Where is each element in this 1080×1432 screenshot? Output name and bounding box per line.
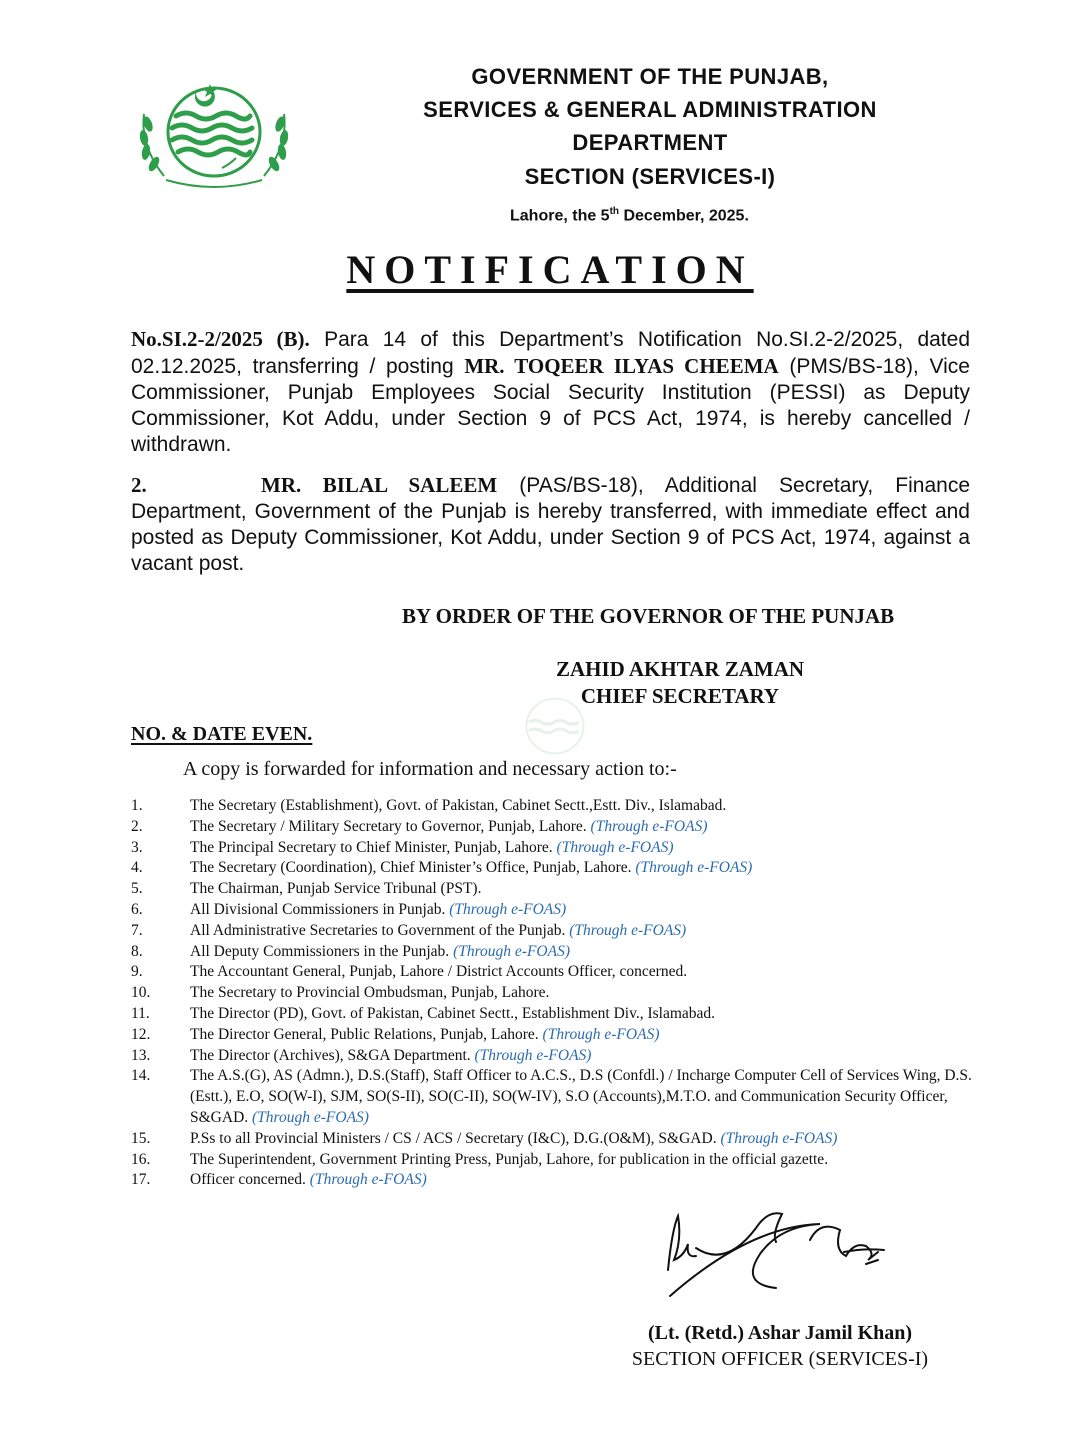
- efoas-note: (Through e-FOAS): [590, 817, 708, 835]
- paragraph-number: 2.: [131, 473, 147, 497]
- list-item-number: 5.: [131, 880, 143, 898]
- list-item: [131, 942, 986, 963]
- list-item: [131, 1170, 986, 1191]
- list-item-number: 2.: [131, 817, 143, 835]
- list-item: [131, 1046, 986, 1067]
- list-item-number: 1.: [131, 797, 143, 814]
- efoas-note: (Through e-FOAS): [556, 838, 674, 856]
- officer-name-cancelled: MR. TOQEER ILYAS CHEEMA: [464, 354, 779, 378]
- list-item-text: The Principal Secretary to Chief Minister, Punjab, Lahore. (Through e-FOAS): [190, 838, 674, 856]
- list-item-text: The Secretary / Military Secretary to Governor, Punjab, Lahore. (Through e-FOAS): [190, 817, 708, 835]
- list-item-text: The A.S.(G), AS (Admn.), D.S.(Staff), Staff Officer to A.C.S., D.S (Confdl.) / Incharge Computer Cell of Services Wing, D.S.(Estt.), E.O, SO(W-I), SJM, SO(S-II), SO(C-II), SO(W-IV), S.O (Accounts),M.T.O. and Communication Security Officer, S&GAD. (Through e-FOAS): [190, 1067, 972, 1126]
- list-item-number: 10.: [131, 984, 151, 1002]
- list-item-text: The Director General, Public Relations, Punjab, Lahore. (Through e-FOAS): [190, 1025, 660, 1043]
- list-item-text: The Accountant General, Punjab, Lahore / District Accounts Officer, concerned.: [190, 963, 688, 981]
- list-item: [131, 1025, 986, 1046]
- list-item-text: The Secretary to Provincial Ombudsman, Punjab, Lahore.: [190, 984, 550, 1002]
- list-item-number: 6.: [131, 900, 143, 918]
- list-item: [131, 796, 986, 817]
- list-item: [131, 900, 986, 921]
- list-item-text: The Secretary (Coordination), Chief Minister’s Office, Punjab, Lahore. (Through e-FOAS): [190, 859, 753, 877]
- list-item-text: All Divisional Commissioners in Punjab. (Through e-FOAS): [190, 900, 567, 918]
- list-item-number: 13.: [131, 1046, 151, 1064]
- efoas-note: (Through e-FOAS): [569, 921, 687, 939]
- list-item-text: Officer concerned. (Through e-FOAS): [190, 1171, 427, 1189]
- list-item: [131, 983, 986, 1004]
- list-item: [131, 921, 986, 942]
- header-section: SECTION (SERVICES-I): [524, 164, 776, 189]
- logo-watermark: [500, 690, 610, 762]
- efoas-note: (Through e-FOAS): [309, 1171, 427, 1189]
- header-department-line2: DEPARTMENT: [572, 130, 728, 155]
- efoas-note: (Through e-FOAS): [474, 1046, 592, 1064]
- list-item: [131, 1066, 986, 1128]
- efoas-note: (Through e-FOAS): [635, 859, 753, 877]
- efoas-note: (Through e-FOAS): [252, 1108, 369, 1126]
- list-item-number: 15.: [131, 1129, 151, 1147]
- signature: [640, 1200, 910, 1310]
- list-item: [131, 962, 986, 983]
- list-item-text: The Secretary (Establishment), Govt. of Pakistan, Cabinet Sectt.,Estt. Div., Islamabad.: [190, 797, 727, 814]
- list-item-text: P.Ss to all Provincial Ministers / CS / ACS / Secretary (I&C), D.G.(O&M), S&GAD. (Through e-FOAS): [190, 1129, 838, 1147]
- list-item-number: 14.: [131, 1067, 151, 1085]
- list-item: [131, 1004, 986, 1025]
- chief-secretary-name: ZAHID AKHTAR ZAMAN: [555, 657, 805, 681]
- section-officer-designation: SECTION OFFICER (SERVICES-I): [631, 1348, 929, 1370]
- list-item: [131, 1150, 986, 1171]
- list-item-text: The Director (Archives), S&GA Department. (Through e-FOAS): [190, 1046, 592, 1064]
- efoas-note: (Through e-FOAS): [449, 900, 567, 918]
- list-item-text: All Deputy Commissioners in the Punjab. (Through e-FOAS): [190, 942, 571, 960]
- document-title: NOTIFICATION: [346, 247, 754, 292]
- list-item-number: 8.: [131, 942, 143, 960]
- efoas-note: (Through e-FOAS): [720, 1129, 838, 1147]
- list-item-number: 9.: [131, 963, 143, 981]
- list-item-number: 4.: [131, 859, 143, 877]
- list-item: [131, 838, 986, 859]
- list-item-text: The Superintendent, Government Printing Press, Punjab, Lahore, for publication in the official gazette.: [190, 1150, 829, 1168]
- officer-name-posted: MR. BILAL SALEEM: [261, 473, 498, 497]
- list-item-number: 3.: [131, 838, 143, 856]
- issue-date: Lahore, the 5th December, 2025.: [510, 206, 749, 225]
- order-line: BY ORDER OF THE GOVERNOR OF THE PUNJAB: [402, 604, 895, 628]
- distribution-list: [131, 796, 986, 1191]
- paragraph-transfer: 2. MR. BILAL SALEEM (PAS/BS-18), Additional Secretary, Finance Department, Government of the Punjab is hereby transferred, with immediate effect and posted as Deputy Commissioner, Kot Addu, under Section 9 of PCS Act, 1974, against a vacant post.: [131, 473, 971, 575]
- list-item-text: The Director (PD), Govt. of Pakistan, Cabinet Sectt., Establishment Div., Islamabad.: [190, 1004, 716, 1022]
- section-officer-name: (Lt. (Retd.) Ashar Jamil Khan): [647, 1322, 913, 1344]
- list-item: [131, 858, 986, 879]
- list-item-text: The Chairman, Punjab Service Tribunal (PST).: [190, 880, 482, 898]
- list-item-number: 12.: [131, 1025, 151, 1043]
- list-item: [131, 817, 986, 838]
- no-date-even: NO. & DATE EVEN.: [131, 723, 313, 745]
- efoas-note: (Through e-FOAS): [542, 1025, 660, 1043]
- list-item: [131, 1129, 986, 1150]
- chief-secretary-designation: CHIEF SECRETARY: [580, 684, 780, 708]
- copy-forwarded-line: A copy is forwarded for information and necessary action to:-: [183, 758, 677, 780]
- list-item-number: 11.: [131, 1004, 150, 1022]
- list-item-number: 17.: [131, 1171, 151, 1189]
- punjab-government-logo: [126, 76, 302, 192]
- header-department-line1: SERVICES & GENERAL ADMINISTRATION: [423, 97, 877, 122]
- list-item-number: 7.: [131, 921, 143, 939]
- paragraph-cancellation: No.SI.2-2/2025 (B). Para 14 of this Department’s Notification No.SI.2-2/2025, dated 02.12.2025, transferring / posting MR. TOQEER ILYAS CHEEMA (PMS/BS-18), Vice Commissioner, Punjab Employees Social Security Institution (PESSI) as Deputy Commissioner, Kot Addu, under Section 9 of PCS Act, 1974, is hereby cancelled / withdrawn.: [131, 327, 970, 456]
- list-item-number: 16.: [131, 1150, 151, 1168]
- list-item-text: All Administrative Secretaries to Government of the Punjab. (Through e-FOAS): [190, 921, 687, 939]
- list-item: [131, 879, 986, 900]
- efoas-note: (Through e-FOAS): [453, 942, 571, 960]
- header-government: GOVERNMENT OF THE PUNJAB,: [471, 64, 829, 89]
- notification-reference: No.SI.2-2/2025 (B).: [131, 327, 310, 351]
